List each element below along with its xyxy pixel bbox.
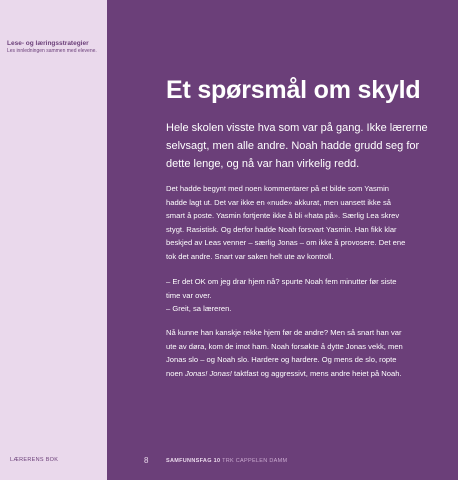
footer-book-label: LÆRERENS BOK [10, 457, 59, 463]
page-number: 8 [144, 456, 149, 465]
publisher: TRK CAPPELEN DAMM [222, 458, 288, 464]
strategy-title: Lese- og læringsstrategier [7, 40, 89, 47]
paragraph-line: Jonas slo – og Noah slo. Hardere og hardere. Og mens de slo, ropte [166, 355, 397, 365]
sidebar [0, 0, 107, 480]
paragraph-1 [166, 182, 416, 264]
paragraph-line: beskjed av Leas venner – særlig Jonas – om ikke å provosere. Det ene [166, 238, 406, 248]
paragraph-line: Nå kunne han kanskje rekke hjem før de andre? Men så snart han var [166, 328, 402, 337]
paragraph-line: tok det andre. Snart var saken helt ute av kontroll. [166, 251, 334, 261]
paragraph-line: – Greit, sa læreren. [166, 304, 232, 314]
paragraph-line [166, 367, 416, 381]
intro-line: Hele skolen visste hva som var på gang. Ikke lærerne [166, 122, 428, 134]
paragraph-2 [166, 275, 416, 316]
paragraph-line: stygt. Rasistisk. Og derfor hadde Noah forsvart Yasmin. Han fikk klar [166, 224, 397, 234]
intro-line: dette lenge, og nå var han virkelig redd. [166, 158, 360, 170]
paragraph-3 [166, 326, 416, 380]
text-run: noen [166, 368, 186, 378]
paragraph-line: ute av døra, kom de imot ham. Noah forsøkte å dytte Jonas vekk, men [166, 341, 403, 351]
strategy-subtitle: Les innledningen sammen med elevene. [7, 48, 97, 54]
italic-shout: Jonas! Jonas! [185, 368, 232, 378]
intro-line: selvsagt, men alle andre. Noah hadde grudd seg for [166, 140, 420, 152]
article-intro [166, 119, 428, 173]
paragraph-line: – Er det OK om jeg drar hjem nå? spurte Noah fem minutter før siste [166, 277, 397, 286]
book-title: SAMFUNNSFAG 10 [166, 458, 221, 464]
paragraph-line: smart å poste. Yasmin fortjente ikke å bli «hata på». Særlig Lea skrev [166, 211, 400, 221]
footer-book-info [166, 458, 287, 464]
paragraph-line: Det hadde begynt med noen kommentarer på et bilde som Yasmin [166, 184, 390, 193]
paragraph-line: hadde lagt ut. Det var ikke en «nude» akkurat, men uansett ikke så [166, 197, 391, 207]
text-run: taktfast og aggressivt, mens andre heiet på Noah. [231, 368, 402, 378]
article-title: Et spørsmål om skyld [166, 76, 421, 104]
paragraph-line: time var over. [166, 290, 212, 300]
